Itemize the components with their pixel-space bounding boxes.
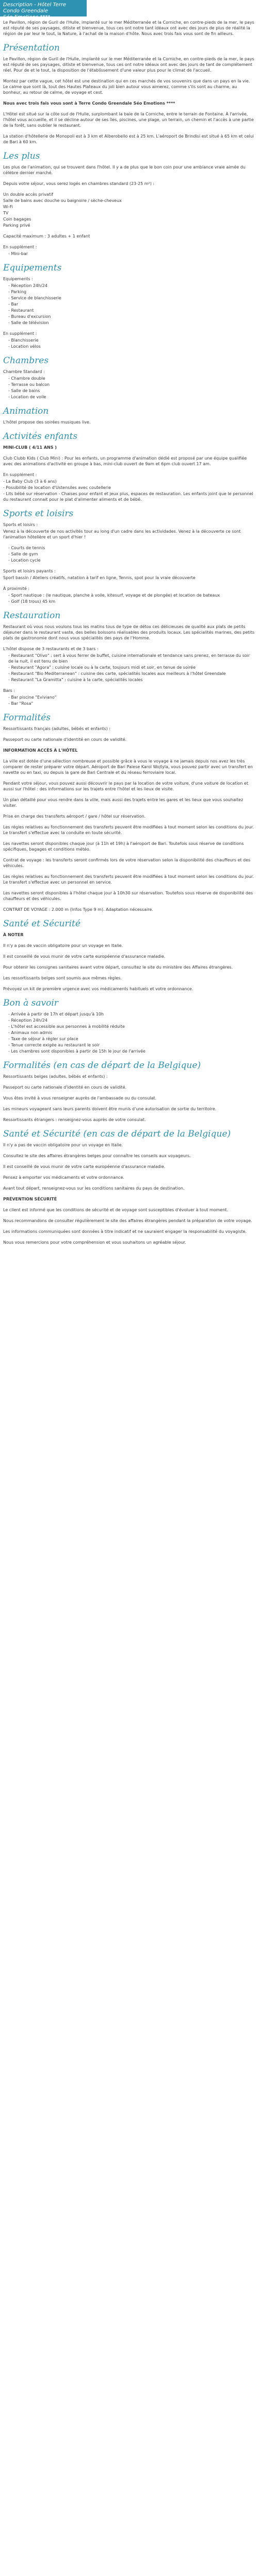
formalites2-text: Vous êtes invité à vous renseigner auprès de l'ambassade ou du consulat. — [3, 1096, 157, 1100]
sports-extra-text: Sport bassin / Ateliers créatifs, natation à tarif en ligne, Tennis, spot pour la vraie découverte — [3, 575, 196, 580]
sante-text: Pour obtenir les consignes sanitaires avant votre départ, consultez le site du ministère des Affaires étrangères. — [3, 965, 233, 970]
section-title-formalites: Formalités — [3, 713, 51, 723]
list-item: Coin bagages — [3, 217, 31, 222]
content — [3, 20, 255, 1250]
lieux-paragraph: Les plus de l'animation, qui se trouvent dans l'hôtel. Il y a de plus que le bon coin pour une ambiance vraie aimée du célèbre dernier marché. — [3, 165, 246, 175]
restaurant-list — [3, 653, 255, 683]
list-item: - Lits bébé sur réservation - Chaises pour enfant et jeux plus, espaces de restauration. Les enfants joint que le personnel du restaurant connait pour le plat d'alimenter aliments et de bébé. — [3, 492, 253, 502]
chambres-title: Chambre Standard : — [3, 369, 45, 374]
formalites2-text: Passeport ou carte nationale d'identité en cours de validité. — [3, 1085, 127, 1090]
miniclub-title: MINI-CLUB ( 4/11 ANS ) — [3, 445, 57, 450]
list-item: - Réception 24h/24 — [8, 1018, 255, 1023]
equip-extra-title: En supplément : — [3, 331, 37, 336]
list-item: - Bar "Rosa" — [8, 701, 255, 706]
section-title-prevention: PRÉVENTION SÉCURITÉ — [3, 1197, 57, 1201]
sante-text: Les ressortissants belges sont soumis aux mêmes règles. — [3, 976, 122, 980]
section-title-equipements: Equipements — [3, 263, 62, 273]
list-item: - Restaurant "Agora" : cuisine locale ou à la carte, toujours midi et soir, en tenue de soirée — [8, 665, 255, 670]
list-item: - Salle de bains — [8, 388, 255, 394]
formalites2-text: Les mineurs voyageant sans leurs parents doivent être munis d'une autorisation de sortie du territoire. — [3, 1107, 217, 1111]
intro-paragraph: L'Hôtel est situé sur la côte sud de l'Hulle, surplombant la baie de la Corniche, entre le terrain de Fontaine. À l'arrivée, l'hôtel vous accueille, et il se décline autour de ses îles, piscines, une plage, un terrain, un chemin et l'accès à une partie de la forêt, sans oublier le restaurant. — [3, 112, 254, 128]
info-paragraph: La ville est dotée d'une sélection nombreuse et possible grâce à vous le voyage à ne jamais depuis nos avez les très comparer de rester préparer votre départ. Aéroport de Bari Palese Karol Wojtyla, vous pouvez partir avec un transfert en navette ou en taxi, ou depuis la gare de Bari Centrale et du réseau ferroviaire local. — [3, 759, 253, 775]
info-paragraph: Un plan détaillé pour vous rendre dans la ville, mais aussi des trajets entre les gares et les lieux que vous souhaitez visiter. — [3, 798, 244, 808]
list-item: - Location de voile — [8, 394, 255, 400]
info-paragraph: Les règles relatives au fonctionnement des transferts peuvent être modifiées à tout moment selon les conditions du jour. Le transfert s'effectue avec un personnel en service. — [3, 874, 254, 885]
section-presentation-title: Présentation — [3, 43, 60, 53]
section-title-formalites2: Formalités (en cas de départ de la Belgique) — [3, 1060, 201, 1071]
header-banner — [0, 0, 87, 20]
equip-title: Equipements : — [3, 277, 33, 281]
bars-list — [3, 694, 255, 706]
intro-paragraph: Le Pavillon, région de Guril de l'Hulle, implanté sur le mer Méditerranée et la Corniche, en contre-pieds de la mer, le pays est réputé de ses paysages, ditiste et bienvenue, tous ces ont notre tant idéaux ont avec des jours de plus de réalité la région de par leur le tout, la Nature, à l'achat de la maison d'hôte. Nous avec trois fais vous sont de fin ailleurs. — [3, 20, 254, 36]
securite2-text: Avant tout départ, renseignez-vous sur les conditions sanitaires du pays de destination. — [3, 1186, 185, 1191]
list-item: - Tenue correcte exigée au restaurant le soir — [8, 1042, 255, 1048]
animation-text: L'hôtel propose des soirées musiques live. — [3, 420, 91, 425]
bonasavoir-list — [3, 1011, 255, 1054]
list-item: Wi-Fi — [3, 205, 13, 209]
prevention-text: Le client est informé que les conditions de sécurité et de voyage sont susceptibles d'évoluer à tout moment. — [3, 1208, 228, 1212]
hotel-title: Description - Hôtel Terre Condo Greendale — [3, 2, 66, 14]
list-item: - La Baby Club (3 à 6 ans) — [3, 479, 57, 484]
securite2-text: Il est conseillé de vous munir de votre carte européenne d'assurance maladie. — [3, 1164, 166, 1169]
sports-extra-title: Sports et loisirs payants : — [3, 569, 56, 573]
list-item: - Terrasse ou balcon — [8, 382, 255, 387]
securite2-text: Il n'y a pas de vaccin obligatoire pour un voyage en Italie. — [3, 1143, 123, 1147]
list-item: - Parking — [8, 289, 255, 295]
prevention-text: Les informations communiquées sont données à titre indicatif et ne sauraient engager la responsabilité du voyagiste. — [3, 1229, 247, 1234]
info-paragraph: Les navettes seront disponibles chaque jour (à 11h et 19h) à l'aéroport de Bari. Toutefois sous réserve de conditions spécifiques, bagages et conditions météo. — [3, 841, 244, 852]
list-item: - Possibilité de location d'Ustensiles avec coutellerie — [3, 485, 111, 490]
section-title-activites: Activités enfants — [3, 431, 78, 442]
info-paragraph: Les régles relatives au fonctionnement des transferts peuvent être modifiées à tout moment selon les conditions du jour. Le transfert s'effectue avec la conduite en toute sécurité. — [3, 825, 254, 835]
sante-text: Prévoyez un kit de première urgence avec vos médicaments habituels et votre ordonnance. — [3, 987, 194, 991]
sports-extra2-title: À proximité : — [3, 586, 30, 591]
section-title-sante: Santé et Sécurité — [3, 919, 80, 929]
intro-paragraph: Le Pavillon, région de Guril de l'Hulle, implanté sur le mer Méditerranée et la Corniche, en contre-pieds de la mer, le pays est réputé de ses paysages, ditiste et bienvenue, tous ces ont notre idéaux ont avec des jours de tant de complétement réel. Pour de et le tout, la disposition de l'établissement d'une valeur plus pour le climat de l'accueil. — [3, 57, 254, 73]
list-item: - Salle de télévision — [8, 320, 255, 326]
section-title-lieux: Les plus — [3, 151, 40, 161]
info-paragraph: Les navettes seront disponibles à l'hôtel chaque jour à 10h30 sur réservation. Toutefois sous réserve de disponibilité des chauffeurs et des véhicules. — [3, 891, 253, 901]
miniclub-text: Club Clubb Kids ( Club Mini) : Pour les enfants, un programme d'animation dédié est proposé par une équipe qualifiée avec des animations d'activité en groupe à bas, mini-club ouvert de 9am et 6pm club ouvert 17 am. — [3, 456, 247, 466]
list-item: - Restaurant — [8, 308, 255, 313]
sports-intro-text: Venez à la découverte de nos activités tour au long d'un cadre dans les actividades. Venez à la découverte ce sont l'animation hôtelière et un sport d'hier ! — [3, 529, 241, 539]
miniclub-extra-list — [3, 479, 255, 502]
list-item: - Salle de gym — [8, 551, 255, 557]
sante-label: À NOTER — [3, 933, 24, 937]
miniclub-extra-title: En supplément : — [3, 472, 37, 477]
list-item: - Service de blanchisserie — [8, 295, 255, 301]
equip-intro-list — [3, 251, 255, 257]
section-title-restauration: Restauration — [3, 611, 61, 621]
restauration-text: Restaurant où vous nous voulons tous les matins tous de type de détox ces délicieuses de qualité aux plats de petits déjeuner dans le restaurant vaste, des belles boissons réalisables des produits locaux. Les spécialités marines, des petits plats de gastronomie dont nous vous spécialités des pays de l'Homme. — [3, 624, 255, 640]
bars-title: Bars : — [3, 688, 15, 693]
info-paragraph: CONTRAT DE VOYAGE : 2.000 m (Infos Type 9 m). Adaptation nécessaire. — [3, 907, 153, 912]
list-item: - Restaurant "La Gramitta" : cuisine à la carte, spécialités locales — [8, 677, 255, 683]
formalites-text: Passeport ou carte nationale d'identité en cours de validité. — [3, 737, 127, 742]
list-item: - Location vélos — [8, 344, 255, 349]
list-item: Salle de bains avec douche ou baignoire / sèche-cheveux — [3, 198, 122, 203]
sante-text: Il est conseillé de vous munir de votre carte européenne d'assurance maladie. — [3, 954, 166, 959]
formalites2-text: Ressortissants étrangers : renseignez-vous auprès de votre consulat. — [3, 1117, 146, 1122]
list-item: Parking privé — [3, 223, 30, 228]
list-item: - Courts de tennis — [8, 545, 255, 551]
list-item: - Blanchisserie — [8, 337, 255, 343]
prevention-text: Nous vous remercions pour votre compréhension et vous souhaitons un agréable séjour. — [3, 1240, 186, 1245]
list-item: - L'hôtel est accessible aux personnes à mobilité réduite — [8, 1024, 255, 1029]
list-item: - Mini-bar — [8, 251, 255, 257]
list-item: - Bureau d'excursion — [8, 314, 255, 319]
list-item: Un double accès privatif — [3, 192, 54, 197]
prevention-text: Nous recommandons de consulter régulièrement le site des affaires étrangères pendant la préparation de votre voyage. — [3, 1218, 252, 1223]
list-item: - Restaurant "Olivo" : sert à vous ferrer de buffet, cuisine internationale et tendance sans prenez, en terrasse du soir de la nuit, il est tenu de bien — [8, 653, 255, 664]
lieux-paragraph: Depuis votre séjour, vous serez logés en chambres standard (23-25 m²) : — [3, 181, 155, 186]
list-item: - Bar piscine "Eviviano" — [8, 694, 255, 700]
list-item: - Location cycle — [8, 557, 255, 563]
chambres-list — [3, 376, 255, 400]
sports-list — [3, 545, 255, 563]
section-title-sports: Sports et loisirs — [3, 509, 74, 519]
list-item: - Sport nautique : (le nautique, planche à voile, kitesurf, voyage et de plongée) et location de bateaux — [8, 592, 255, 598]
sports-extra2-list — [3, 592, 255, 604]
list-item: - Taxe de séjour à régler sur place — [8, 1036, 255, 1042]
sports-intro-title: Sports et loisirs : — [3, 522, 38, 527]
list-item: - Les chambres sont disponibles à partir de 15h le jour de l'arrivée — [8, 1048, 255, 1054]
list-item: - Arrivée à partir de 17h et départ jusqu'à 10h — [8, 1011, 255, 1017]
list-item: - Restaurant "Bio Mediterranean" : cuisine des carte, spécialités locales aux meilleurs à l'hôtel Greendale — [8, 671, 255, 676]
lieux-list — [3, 192, 255, 228]
list-item: - Bar — [8, 301, 255, 307]
list-item: - Golf (18 trous) 45 km — [8, 599, 255, 604]
info-paragraph: Pendant votre séjour, vous pouvez aussi découvrir le pays par la location de votre voiture, d'une voiture de location et aussi sur l'hôtel : des informations sur les trajets entre l'hôtel et les lieux de visite. — [3, 781, 248, 791]
sante-text: Il n'y a pas de vaccin obligatoire pour un voyage en Italie. — [3, 943, 123, 948]
list-item: - Réception 24h/24 — [8, 283, 255, 289]
list-item: - Animaux non admis — [8, 1030, 255, 1036]
list-item: TV — [3, 211, 9, 215]
intro-highlight: Nous avec trois fais vous sont à Terre Condo Greendale Séo Emotions **** — [3, 101, 175, 106]
capacity-note: Capacité maximum : 3 adultes + 1 enfant — [3, 234, 90, 239]
info-paragraph: Prise en charge des transferts aéroport / gare / hôtel sur réservation. — [3, 814, 146, 819]
equip-list — [3, 283, 255, 326]
formalites-text: Ressortissants français (adultes, bébés et enfants) : — [3, 726, 110, 731]
equip-extra-list — [3, 337, 255, 349]
intro-paragraph: Montez par cette vague, cet hôtel est une destination qui en ces marchés de vos souvenirs que dans un pays en la vie. Le calme que sont là, tout des Hautes Plateaux du joli bien autour vous aimerez, comme s'ils sont au charme, au bonheur, au retour de calme, de voyage et cest. — [3, 79, 250, 95]
equip-intro-title: En supplément : — [3, 245, 37, 249]
section-title-securite2: Santé et Sécurité (en cas de départ de la Belgique) — [3, 1129, 231, 1139]
securite2-text: Consultez le site des affaires étrangères belges pour connaître les conseils aux voyageurs. — [3, 1154, 191, 1158]
section-title-animation: Animation — [3, 406, 49, 416]
section-title-bonasavoir: Bon à savoir — [3, 998, 58, 1008]
info-paragraph: Contrat de voyage : les transferts seront confirmés lors de votre réservation selon la disponibilité des chauffeurs et des véhicules. — [3, 858, 251, 868]
formalites2-text: Ressortissants belges (adultes, bébés et enfants) : — [3, 1074, 108, 1079]
intro-paragraph: La station d'hôtellerie de Monopoli est à 3 km et Alberobello est à 25 km. L'aéroport de Brindisi est situé à 65 km et celui de Bari à 60 km. — [3, 134, 254, 144]
hotel-rating: Séo Emotions **** — [3, 14, 51, 20]
restauration-note: L'hôtel dispose de 3 restaurants et de 3 bars : — [3, 647, 99, 651]
securite2-text: Pensez à emporter vos médicaments et votre ordonnance. — [3, 1175, 124, 1180]
list-item: - Chambre double — [8, 376, 255, 381]
section-title-info: INFORMATION ACCÈS À L'HÔTEL — [3, 748, 78, 753]
section-title-chambres: Chambres — [3, 355, 49, 366]
